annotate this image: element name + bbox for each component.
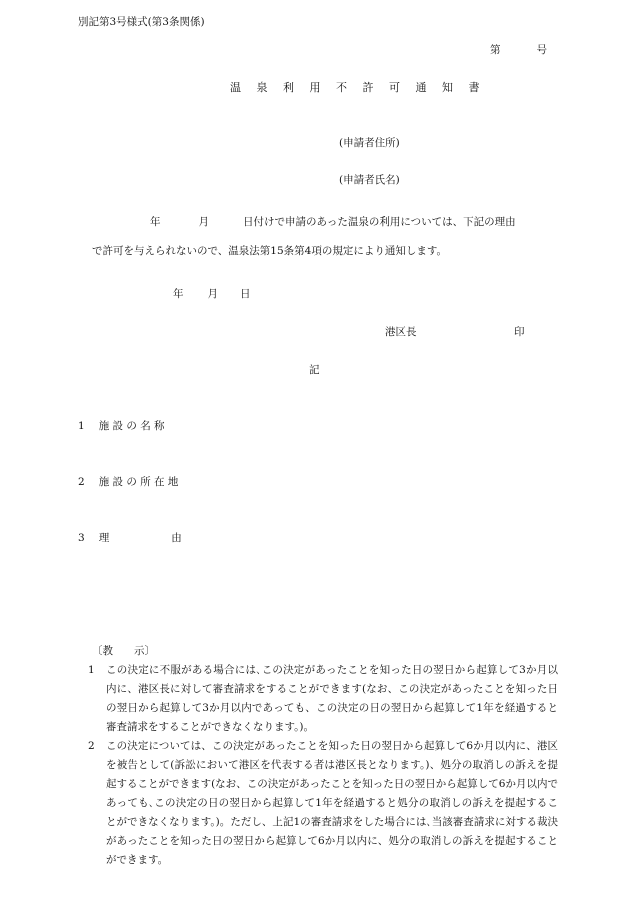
item-label-a: 理	[98, 532, 110, 544]
document-title: 温 泉 利 用 不 許 可 通 知 書	[230, 81, 486, 94]
item-label: 施 設 の 所 在 地	[98, 476, 179, 488]
instruction-item	[88, 661, 558, 737]
ki-heading: 記	[309, 364, 320, 376]
number-prefix: 第	[490, 44, 501, 56]
item-2	[78, 474, 178, 489]
issue-date	[173, 286, 251, 301]
body-text-1: 日付けで申請のあった温泉の利用については、下記の理由	[243, 216, 516, 228]
form-label: 別記第3号様式(第3条関係)	[78, 16, 205, 28]
body-line-1	[150, 214, 516, 229]
applicant-address: (申請者住所)	[339, 137, 400, 149]
issue-year: 年	[173, 288, 184, 300]
item-label-b: 由	[171, 532, 182, 544]
issue-day: 日	[240, 288, 251, 300]
instruction-text: この決定に不服がある場合には､この決定があったことを知った日の翌日から起算して3か月以内に、港区長に対して審査請求をすることができます(なお、この決定があったことを知った日の翌日から起算して3か月以内であっても、この決定の日の翌日から起算して1年を経過すると審査請求をすることができなくなります。)。	[106, 664, 558, 733]
item-3	[78, 530, 182, 545]
instruction-text: この決定については、この決定があったことを知った日の翌日から起算して6か月以内に、港区を被告として(訴訟において港区を代表する者は港区長となります。)、処分の取消しの訴えを提起することができます(なお、この決定があったことを知った日の翌日から起算して6か月以内であっても､この決定の日の翌日から起算して1年を経過すると処分の取消しの訴えを提起することができなくなります。)。ただし、上記1の審査請求をした場合には､当該審査請求に対する裁決があったことを知った日の翌日から起算して6か月以内に、処分の取消しの訴えを提起することができます。	[106, 740, 558, 866]
instruction-header: 〔教 示〕	[92, 645, 155, 657]
body-month: 月	[198, 216, 209, 228]
instruction-list	[88, 661, 558, 870]
instruction-item	[88, 737, 558, 870]
issuer-title: 港区長	[385, 326, 417, 338]
number-suffix: 号	[536, 44, 547, 56]
item-number: 1	[78, 420, 85, 432]
issue-month: 月	[207, 288, 218, 300]
item-1	[78, 418, 165, 433]
applicant-name: (申請者氏名)	[339, 174, 400, 186]
instruction-number: 2	[88, 740, 95, 752]
document-number	[490, 42, 547, 57]
issuer-seal: 印	[514, 326, 525, 338]
body-line-2: で許可を与えられないので、温泉法第15条第4項の規定により通知します。	[92, 245, 447, 257]
item-label: 施 設 の 名 称	[98, 420, 165, 432]
instruction-number: 1	[88, 664, 95, 676]
item-number: 2	[78, 476, 85, 488]
body-year: 年	[150, 216, 161, 228]
item-number: 3	[78, 532, 85, 544]
